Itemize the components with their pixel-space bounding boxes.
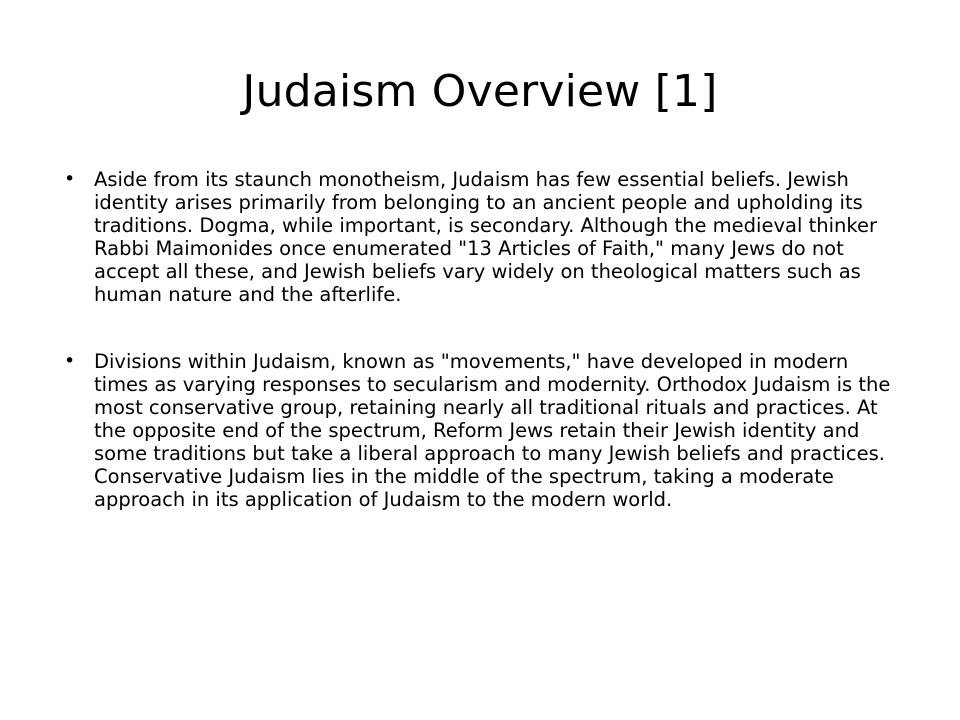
bullet-text-movements: Divisions within Judaism, known as "movements," have developed in modern times as varying responses to secularism and modernity. Orthodox Judaism is the most conservative group, retaining nearly all traditional rituals and practices. At the opposite end of the spectrum, Reform Jews retain their Jewish identity and some traditions but take a liberal approach to many Jewish beliefs and practices. Conservative Judaism lies in the middle of the spectrum, taking a moderate approach in its application of Judaism to the modern world.: [94, 350, 891, 511]
bullet-dot-icon: •: [64, 168, 76, 190]
bullet-list: [64, 168, 904, 555]
slide-title: Judaism Overview [1]: [242, 66, 718, 117]
bullet-item: [64, 350, 904, 511]
bullet-dot-icon: •: [64, 350, 76, 372]
bullet-item: [64, 168, 904, 306]
bullet-text-monotheism: Aside from its staunch monotheism, Judaism has few essential beliefs. Jewish identity arises primarily from belonging to an ancient people and upholding its traditions. Dogma, while important, is secondary. Although the medieval thinker Rabbi Maimonides once enumerated "13 Articles of Faith," many Jews do not accept all these, and Jewish beliefs vary widely on theological matters such as human nature and the afterlife.: [94, 168, 877, 306]
